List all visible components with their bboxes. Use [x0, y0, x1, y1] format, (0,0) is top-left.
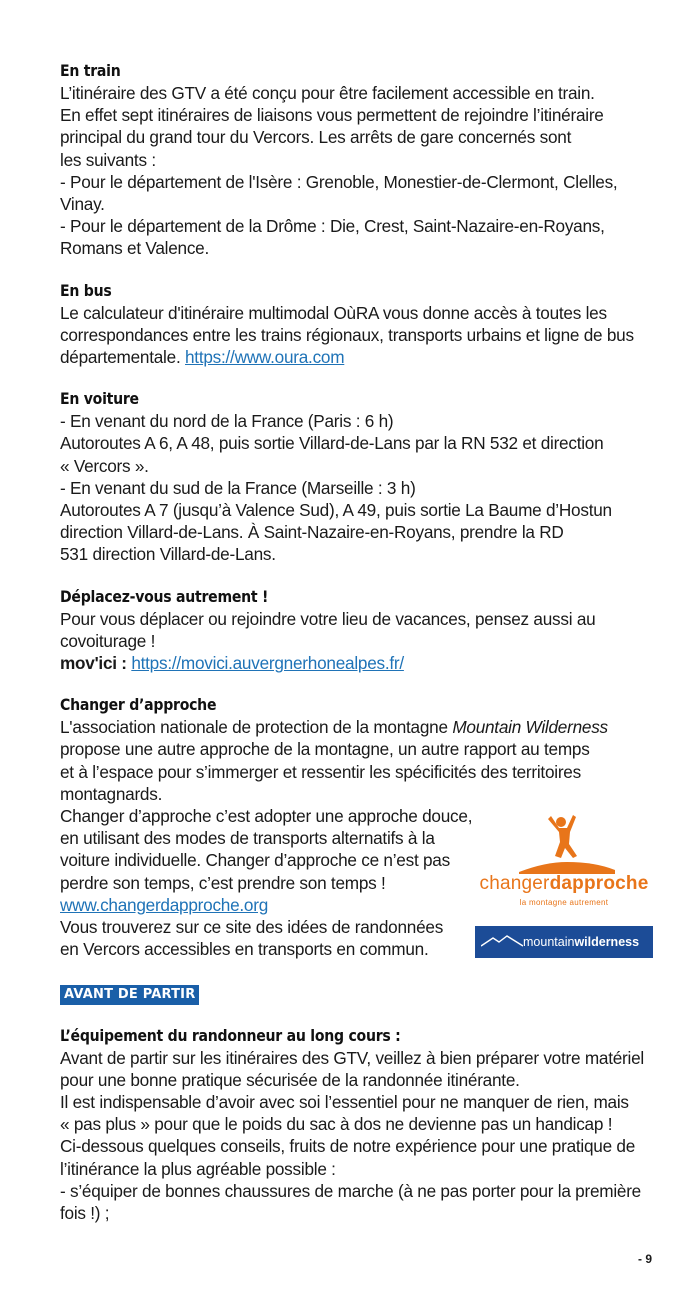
mountain-icon — [481, 934, 523, 950]
wordmark-part: mountain — [523, 935, 575, 949]
paragraph-line: propose une autre approche de la montagne, un autre rapport au temps — [60, 739, 590, 760]
paragraph-line: principal du grand tour du Vercors. Les arrêts de gare concernés sont — [60, 127, 572, 148]
paragraph-line: en utilisant des modes de transports alternatifs à la — [60, 828, 435, 849]
approach-text-column — [60, 805, 480, 960]
paragraph-line: 531 direction Villard-de-Lans. — [60, 544, 276, 565]
mountain-wilderness-logo[interactable] — [475, 926, 653, 958]
page-content — [60, 60, 660, 1244]
section-badge: AVANT DE PARTIR — [60, 985, 199, 1005]
wordmark-part: wilderness — [574, 935, 640, 949]
paragraph-line: et à l’espace pour s’immerger et ressentir les spécificités des territoires — [60, 761, 581, 782]
paragraph-line: - Pour le département de la Drôme : Die, Crest, Saint-Nazaire-en-Royans, — [60, 216, 605, 237]
section-title: En voiture — [60, 389, 139, 409]
section-equipment — [60, 1025, 660, 1225]
paragraph-line: correspondances entre les trains régionaux, transports urbains et ligne de bus — [60, 324, 634, 345]
changerdapproche-link[interactable]: www.changerdapproche.org — [60, 894, 269, 915]
section-title: En train — [60, 61, 121, 80]
paragraph-line: voiture individuelle. Changer d’approche ce n’est pas — [60, 850, 450, 871]
paragraph-line: - s’équiper de bonnes chaussures de marche (à ne pas porter pour la première — [60, 1180, 641, 1201]
paragraph-line: fois !) ; — [60, 1202, 110, 1223]
section-title: En bus — [60, 280, 112, 300]
paragraph-line: direction Villard-de-Lans. À Saint-Nazaire-en-Royans, prendre la RD — [60, 522, 564, 543]
paragraph-line: Romans et Valence. — [60, 238, 209, 259]
mountain-wilderness-wordmark — [523, 934, 639, 950]
text-prefix: départementale. — [60, 347, 185, 368]
wordmark-part: changer — [479, 873, 550, 894]
section-title: L’équipement du randonneur au long cours : — [60, 1025, 401, 1045]
text-prefix: L'association nationale de protection de la montagne — [60, 717, 453, 738]
paragraph-line: Pour vous déplacer ou rejoindre votre lieu de vacances, pensez aussi au — [60, 608, 596, 629]
paragraph-line: montagnards. — [60, 783, 163, 804]
paragraph-line: covoiturage ! — [60, 630, 156, 651]
movici-label: mov'ici : — [60, 653, 132, 674]
changerdapproche-tagline: la montagne autrement — [519, 898, 609, 907]
paragraph-line: Changer d’approche c’est adopter une approche douce, — [60, 806, 473, 827]
paragraph-line: Le calculateur d'itinéraire multimodal OùRA vous donne accès à toutes les — [60, 302, 607, 323]
paragraph-line: Vous trouverez sur ce site des idées de randonnées — [60, 917, 444, 938]
section-title: Déplacez-vous autrement ! — [60, 586, 269, 606]
paragraph-line — [60, 346, 660, 368]
paragraph-line: L’itinéraire des GTV a été conçu pour être facilement accessible en train. — [60, 83, 595, 103]
paragraph-line: - Pour le département de l'Isère : Grenoble, Monestier-de-Clermont, Clelles, — [60, 171, 618, 192]
paragraph-line: Avant de partir sur les itinéraires des GTV, veillez à bien préparer votre matériel — [60, 1047, 644, 1068]
paragraph-line: Il est indispensable d’avoir avec soi l’essentiel pour ne manquer de rien, mais — [60, 1091, 629, 1112]
paragraph-line: l’itinérance la plus agréable possible : — [60, 1158, 336, 1179]
paragraph-line: en Vercors accessibles en transports en commun. — [60, 939, 429, 960]
paragraph-line: perdre son temps, c’est prendre son temps ! — [60, 872, 386, 893]
paragraph-line: les suivants : — [60, 149, 156, 170]
paragraph-line: - En venant du nord de la France (Paris : 6 h) — [60, 411, 394, 432]
paragraph-line: « pas plus » pour que le poids du sac à dos ne devienne pas un handicap ! — [60, 1114, 613, 1135]
changerdapproche-logo[interactable] — [475, 812, 653, 912]
paragraph-line: pour une bonne pratique sécurisée de la randonnée itinérante. — [60, 1069, 520, 1090]
movici-link[interactable]: https://movici.auvergnerhonealpes.fr/ — [131, 653, 404, 674]
paragraph-line: « Vercors ». — [60, 455, 149, 476]
paragraph-line: - En venant du sud de la France (Marseille : 3 h) — [60, 477, 416, 498]
section-bus — [60, 280, 660, 369]
paragraph-line: Ci-dessous quelques conseils, fruits de notre expérience pour une pratique de — [60, 1136, 636, 1157]
paragraph-line: Vinay. — [60, 194, 105, 215]
paragraph-line — [60, 894, 480, 916]
wordmark-part: dapproche — [549, 873, 649, 894]
organization-name: Mountain Wilderness — [452, 717, 608, 738]
paragraph-line: En effet sept itinéraires de liaisons vous permettent de rejoindre l’itinéraire — [60, 105, 604, 126]
section-train — [60, 60, 660, 260]
page-number: - 9 — [637, 1252, 652, 1266]
section-other-transport — [60, 586, 660, 675]
paragraph-line — [60, 652, 660, 674]
section-title: Changer d’approche — [60, 695, 217, 715]
paragraph-line: Autoroutes A 6, A 48, puis sortie Villard-de-Lans par la RN 532 et direction — [60, 433, 604, 454]
partner-logos — [475, 812, 653, 958]
section-car — [60, 388, 660, 565]
oura-link[interactable]: https://www.oura.com — [185, 347, 345, 368]
paragraph-line: Autoroutes A 7 (jusqu’à Valence Sud), A 49, puis sortie La Baume d’Hostun — [60, 500, 612, 521]
changerdapproche-wordmark — [475, 874, 653, 894]
hiker-jumping-icon — [475, 812, 653, 874]
paragraph-line — [60, 716, 660, 738]
